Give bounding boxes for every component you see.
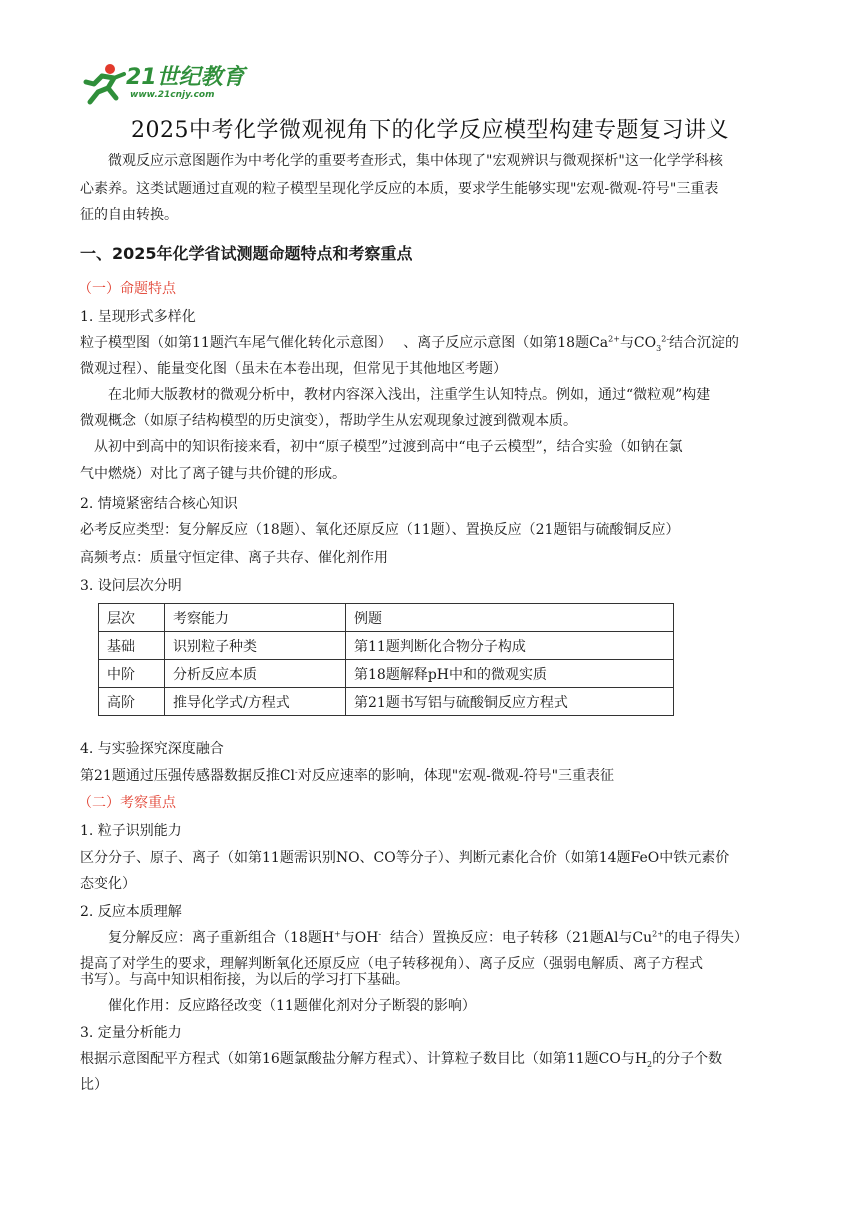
subsection-heading-2: （二）考察重点	[78, 795, 176, 811]
table-header-cell: 层次	[99, 604, 165, 632]
table-row	[99, 660, 674, 688]
table-cell: 第11题判断化合物分子构成	[346, 632, 674, 660]
text-run: 的电子得失）	[663, 930, 748, 946]
co3-subscript: 3	[656, 343, 662, 353]
point-3-heading: 3. 设问层次分明	[80, 578, 182, 594]
focus-2-heading: 2. 反应本质理解	[80, 904, 182, 920]
table-cell: 中阶	[99, 660, 165, 688]
text-run: 根据示意图配平方程式（如第16题氯酸盐分解方程式）、计算粒子数目比（如第11题CO与H	[80, 1051, 648, 1067]
text-run: 与CO	[619, 335, 657, 351]
focus-3-line-2: 比）	[80, 1077, 108, 1093]
cl-charge: -	[295, 767, 298, 777]
logo-brand: 21世纪教育	[126, 65, 245, 90]
intro-line-3: 征的自由转换。	[80, 207, 178, 223]
intro-line-1: 微观反应示意图题作为中考化学的重要考查形式，集中体现了"宏观辨识与微观探析"这一化学学科核	[108, 153, 723, 169]
co3-charge: 2-	[661, 334, 670, 344]
focus-1-line-1: 区分分子、原子、离子（如第11题需识别NO、CO等分子）、判断元素化合价（如第14题FeO中铁元素价	[80, 850, 730, 866]
point-1-line-3: 在北师大版教材的微观分析中，教材内容深入浅出，注重学生认知特点。例如，通过“微粒观”构建	[108, 387, 711, 403]
table-cell: 第21题书写铝与硫酸铜反应方程式	[346, 688, 674, 716]
point-4-line-1	[80, 766, 780, 786]
table-header-row	[99, 604, 674, 632]
table-header-cell: 考察能力	[165, 604, 346, 632]
intro-line-2: 心素养。这类试题通过直观的粒子模型呈现化学反应的本质，要求学生能够实现"宏观-微观-符号"三重表	[80, 181, 719, 197]
focus-1-line-2: 态变化）	[80, 876, 136, 892]
point-4-heading: 4. 与实验探究深度融合	[80, 741, 224, 757]
point-1-line-2: 微观过程）、能量变化图（虽未在本卷出现，但常见于其他地区考题）	[80, 361, 507, 377]
point-2-line-1: 必考反应类型：复分解反应（18题）、氧化还原反应（11题）、置换反应（21题铝与硫酸铜反应）	[80, 522, 680, 538]
table-cell: 识别粒子种类	[165, 632, 346, 660]
table-cell: 基础	[99, 632, 165, 660]
focus-3-heading: 3. 定量分析能力	[80, 1025, 182, 1041]
focus-1-heading: 1. 粒子识别能力	[80, 823, 182, 839]
section-heading: 一、2025年化学省试测题命题特点和考察重点	[80, 244, 413, 263]
h-charge: +	[334, 929, 341, 939]
focus-2-line-4: 催化作用：反应路径改变（11题催化剂对分子断裂的影响）	[108, 998, 476, 1014]
table-cell: 推导化学式/方程式	[165, 688, 346, 716]
document-title: 2025中考化学微观视角下的化学反应模型构建专题复习讲义	[131, 118, 729, 143]
subsection-heading-1: （一）命题特点	[78, 281, 176, 297]
point-1-line-4: 微观概念（如原子结构模型的历史演变），帮助学生从宏观现象过渡到微观本质。	[80, 413, 577, 429]
text-run: 结合沉淀的	[669, 335, 740, 351]
table-header-cell: 例题	[346, 604, 674, 632]
point-1-line-1	[80, 333, 780, 353]
point-1-line-5: 从初中到高中的知识衔接来看，初中“原子模型”过渡到高中“电子云模型”，结合实验（如钠在氯	[94, 439, 683, 455]
point-1-line-6: 气中燃烧）对比了离子键与共价键的形成。	[80, 466, 346, 482]
levels-table	[98, 603, 674, 716]
text-run: 复分解反应：离子重新组合（18题H	[108, 930, 335, 946]
point-2-heading: 2. 情境紧密结合核心知识	[80, 496, 238, 512]
table-cell: 第18题解释pH中和的微观实质	[346, 660, 674, 688]
focus-2-line-2: 提高了对学生的要求，理解判断氧化还原反应（电子转移视角）、离子反应（强弱电解质、离子方程式	[80, 956, 703, 972]
h2-subscript: 2	[647, 1059, 653, 1069]
point-1-heading: 1. 呈现形式多样化	[80, 309, 196, 325]
oh-charge: -	[378, 929, 382, 939]
text-run: 的分子个数	[652, 1051, 723, 1067]
focus-3-line-1	[80, 1049, 780, 1069]
table-row	[99, 632, 674, 660]
text-run: 与OH	[340, 930, 379, 946]
table-row	[99, 688, 674, 716]
text-run: 结合）置换反应：电子转移（21题Al与Cu	[390, 930, 653, 946]
focus-2-line-1	[108, 928, 780, 948]
table-cell: 高阶	[99, 688, 165, 716]
logo	[80, 60, 260, 106]
point-2-line-2: 高频考点：质量守恒定律、离子共存、催化剂作用	[80, 550, 388, 566]
text-run: 第21题通过压强传感器数据反推Cl	[80, 768, 296, 784]
table-cell: 分析反应本质	[165, 660, 346, 688]
text-run: 对反应速率的影响，体现"宏观-微观-符号"三重表征	[297, 768, 615, 784]
logo-url: www.21cnjy.com	[130, 90, 215, 100]
text-run: 粒子模型图（如第11题汽车尾气催化转化示意图） 、离子反应示意图（如第18题Ca	[80, 335, 609, 351]
runner-logo-icon	[80, 60, 128, 106]
focus-2-line-3: 书写）。与高中知识相衔接，为以后的学习打下基础。	[80, 972, 409, 988]
ca-charge: 2+	[608, 334, 620, 344]
cu-charge: 2+	[652, 929, 664, 939]
